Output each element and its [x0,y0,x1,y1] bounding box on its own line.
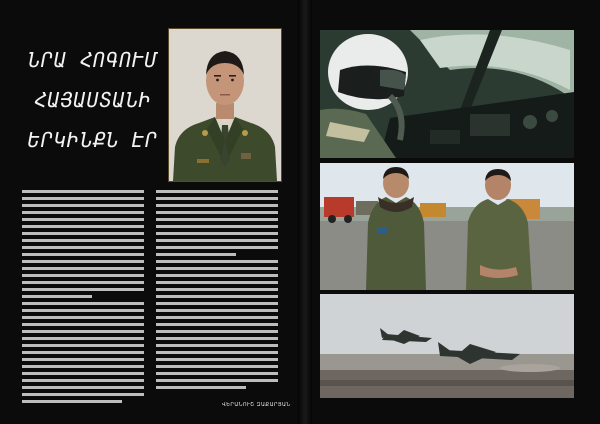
author-signature: ՎԵՐԱՆՈՒՇ ԶԱՔԱՐՅԱՆ [222,402,291,408]
left-page [0,0,298,424]
text-lines-column-2 [156,188,278,410]
portrait-photo [168,28,282,182]
headline-line-3: ԵՐԿԻՆՔՆ ԷՐ [27,128,159,152]
page-gutter [298,0,312,424]
headline-line-1: ՆՐԱ ՀՈԳՈՒՄ [27,48,159,72]
headline-line-2: ՀԱՅԱՍՏԱՆԻ [34,88,152,112]
article-text-column-1 [22,188,144,410]
article-headline [18,40,168,160]
cockpit-photo [320,30,574,158]
text-lines-column-1 [22,188,144,410]
article-text-column-2 [156,188,278,410]
jets-photo [320,294,574,398]
airfield-photo [320,163,574,290]
